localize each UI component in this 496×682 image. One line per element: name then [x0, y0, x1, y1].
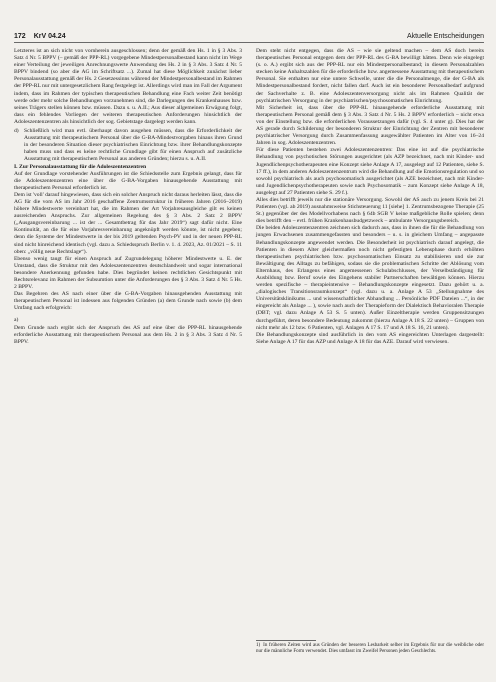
footnote-text: In früheren Zeiten wird aus Gründen der besseren Lesbarkeit selber im Ergebnis für nur die weibliche oder nur die männliche Form verwendet. Dies umfasst im Zweifel Personen jeden Geschlechts.	[256, 643, 484, 654]
paragraph: Das Begehren des AS nach einer über die G-BA-Vorgaben hinausgehenden Ausstattung mit therapeutischem Personal ist indessen aus folgenden Gründen (a) dem Grunde nach sowie (b) dem Umfang nach erfolgreich:	[14, 291, 242, 312]
paragraph: Schließlich wird man evtl. überhaupt davon ausgehen müssen, dass die Erforderlichkeit der Ausstattung mit therapeutischem Personal über die G-BA-Mindestvorgaben hinaus ihren Grund in der besonderen Situation dieser psychiatrischen Einrichtung bzw. ihrer Behandlungskonzepte haben muss und dass es keine rechtliche Grundlage gibt für einen Anspruch auf zusätzliche Ausstattung mit therapeutischem Personal aus anderen Gründen; hierzu s. u. A.II.	[24, 128, 242, 163]
paragraph: Die beiden Adoleszentenzentren zeichnen sich dadurch aus, dass in ihnen die für die Behandlung von jungen Erwachsenen zusammengefassten und besonders – u. s. in gleichem Umfang – angepasste Behandlungskonzepte angewendet werden. Die Besonderheit ist psychiatrisch darauf angelegt, die Patienten in diesem Alter gleichermaßen noch nicht gefestigten Lebensphase durch erhöhten therapeutischen psychiatrischen bzw. psychosomatischen Einsatz zu stabilisieren und sie zur Bewältigung des Alltags zu befähigen, sodass sie die problematischen Schritte der Ablösung vom Elternhaus, des Erlangens eines angemessenen Schulabschlusses, der Verselbständigung für Ausbildung bzw. Beruf sowie des Eingehens stabiler Partnerschaften bewältigen können. Hierzu werden spezifische – therapieintensive – Behandlungskonzepte eingesetzt. Dazu gehört u. a. „dialogisches Transitionsraumkonzept“ (vgl. dazu u. a. Anlage A 53 „Stellungnahme des Universitätsklinikums ... und wissenschaftlicher Abhandlung ... Persönliche PDF Dateien ...“, in der eingereicht als Anlage ... ), sowie nach auch der Therapieform der Dialektisch Behavioralen Therapie (DBT; vgl. dazu Anlage A 53 S. 5 unten). Außer Einzeltherapie werden Gruppensitzungen durchgeführt, deren besondere Bedeutung zukommt (hierzu Anlage A 18 S. 22 unten) – Gruppen von nicht mehr als 12 bzw. 6 Patienten, vgl. Anlagen A 17 S. 17 und A 18 S. 16, 21 unten).	[256, 225, 484, 331]
enum-item	[14, 128, 242, 163]
paragraph: Dem ist 'voll' darauf hingewiesen, dass sich ein solcher Anspruch nicht daraus herleiten lässt, dass die AG für die vom AS im Jahr 2016 geschaffene Zentrumsstruktur in früheren Jahren (2016–2019) höhere Mindestwerte vereinbart hat, die im Rahmen der Art Vorjahresausgleiche gilt es keinen ausreichenden Anspruchs. Zur allgemeinen Regelung des § 3 Abs. 2 Satz 2 BPPV („Ausgangsvereinbarung ... ist der ... Gesamtbetrag für das Jahr 2019“) sagt dafür nicht. Eine Kontinuität, an die für eine Vorjahresvereinbarung angeknüpft werden könnte, ist nicht gegeben; denn die Systeme der Mindestwerte in der bis 2019 geltenden Psych-PV und in der neuen PPP-RL sind nicht hinreichend identisch (vgl. dazu a. Schiedsspruch Berlin v. 1. 4. 2023, Az. 01/2021 – S. 11 oben: „völlig neue Rechtslage“).	[14, 191, 242, 255]
footnote	[256, 643, 484, 655]
paragraph: Letzteres ist an sich nicht von vornherein ausgeschlossen; denn der gemäß den Hs. 1 in § 3 Abs. 3 Satz 4 Nr. 5 BPPV (– gemäß der PPP-RL) vorgegebene Mindestpersonalbestand kann nicht im Wege einer Verteilung der jeweiligen Anrechnungswerte Anwendung des Hs. 2 in § 3 Abs. 3 Satz 4 Nr. 5 BPPV bindend (so aber die AG im Schriftsatz ...). Zumal hat diese Möglichkeit zunächst lieber Personalausstattung gemäß der Hs. 2 Gesetzessinns während der Mindestpersonalbestand im Rahmen der PPP-RL nur mit untergesetzlichem Rang festgelegt ist. Allerdings wird man im Fall der Argument indem, dass im Rahmen der typischen therapeutischen Behandlung eine Fach weiter Zeit benötigt werde oder mehr solche Behandlungen vorzunehmen sind, die Darlegungen des Krankenhauses bzw. seines Trägers stellen können bzw. müssen. Dazu s. u. A.II.; Aus dieser allgemeinen Erwägung folgt, dass ein fehlendes Vorliegen der weiteren therapeutischen Anforderungen hinsichtlich der Adoleszentenzentren als hinsichtlich der sog. Gebietstage dargelegt werden kann.	[14, 48, 242, 125]
paragraph: Mit Sicherheit ist, dass über die PPP-RL hinausgehende erforderliche Ausstattung mit therapeutischem Personal gemäß dem § 3 Abs. 3 Satz 4 Nr. 5 Hs. 2 BPPV erforderlich – nicht etwa von der Einstellung bzw. die erforderlichen Voraussetzungen dafür (vgl. S. 4 unter g). Dies hat der AS gerade durch Schilderung der besonderen Struktur der Einrichtung der Zentren mit besonderer psychiatrischer Versorgung durch Zusammenfassung ausgewählter Patienten im Alter von 16–24 Jahren in sog. Adoleszentenzentren.	[256, 104, 484, 147]
paragraph: Für diese Patienten bestehen zwei Adoleszentenzentren: Das eine ist auf die psychiatrische Behandlung von psychotischen Störungen ausgerichtet (als AZP bezeichnet, nach mit Kinder- und Jugendlichenpsychotherapeuten eine Konzept siehe Anlage A 17, ausgelegt auf 12 Patienten, siehe S. 17 ff.), in dem anderen Adoleszentenzentrum wird die Behandlung auf die Emotionsregulation und so sowohl psychiatrisch als auch psychosomatisch ausgerichtet (als AZE bezeichnet, nach mit Kinder- und Jugendlichenpsychotherapeuten sowie nach Psychosomatik – zum Konzept siehe Anlage A 18, ausgelegt auf 27 Patienten siehe S. 29 f.).	[256, 147, 484, 196]
footnote-marker: 1)	[256, 643, 261, 648]
paragraph: Ebenso wenig taugt für einen Anspruch auf Zugrundelegung höherer Mindestwerte u. E. der Umstand, dass die Struktur mit den Adoleszentenzentren deutschlandweit und sogar international besondere Anerkennung gefunden habe. Dies begründet keinen rechtlichen Gesichtspunkt mit Rechtsrelevanz im Rahmen der Subsumtion unter die Anforderungen des § 3 Abs. 3 Satz 4 Nr. 5 Hs. 2 BPPV.	[14, 255, 242, 291]
paragraph: Dem steht nicht entgegen, dass die AS – wie sie geltend machen – dem AS doch bereits therapeutisches Personal entgegen dem der PPP-RL des G-BA bewilligt hätten. Denn wie eingelegt (s. o. A.) ergibt sich aus der PPP-RL nur ein Mindestpersonalbestand; in diesem Personalzahlen stecken keine Anhaltszahlen für die erforderliche bzw. angemessene Ausstattung mit therapeutischem Personal. Sie enthalten nur eine untere Schwelle, unter die die Personalmenge, die der G-BA als Mindestpersonalbestand fordert, nicht fallen darf. Auch ist ein besonderer Personalbedarf aufgrund der Sachverhalte z. B. eine Adoleszentenversorgung nicht als im Rahmen Qualität der psychiatrischen Versorgung in der psychiatrischen/psychosomatischen Einrichtung.	[256, 48, 484, 104]
enum-marker: a)	[14, 317, 19, 324]
section-title: Aktuelle Entscheidungen	[406, 32, 484, 40]
paragraph: Auf der Grundlage vorstehender Ausführungen ist die Schiedsstelle zum Ergebnis gelangt, dass für die Adoleszentenzentren eine über die G-BA-Vorgaben hinausgehende Ausstattung mit therapeutischem Personal erforderlich ist.	[14, 170, 242, 191]
right-column	[256, 48, 484, 346]
paragraph: Die Behandlungskonzepte sind ausführlich in den vom AS eingereichten Unterlagen dargestellt: Siehe Anlage A 17 für das AZP und Anlage A 18 für das AZE. Darauf wird verwiesen.	[256, 331, 484, 345]
paragraph: Alles dies betrifft jeweils nur die stationäre Versorgung. Sowohl der AS auch zu jenem Kreis bei 21 Patienten (vgl. ab 2019) ausnahmsweise Stichsteuerung 11 [siehe] 1. Zentrumsbezogene Therapie (25 St.) gegenüber der des Modellvorhabens nach § 64b SGB V keine maßgebliche Rolle spielen; denn dies betrifft den – evtl. frühen Krankenhausbudgetzweck – ambulante Versorgungsbereich.	[256, 196, 484, 225]
left-column	[14, 48, 242, 346]
page-number: 172	[14, 32, 26, 40]
page-header	[14, 30, 484, 42]
header-rule	[14, 42, 484, 43]
journal-name: KrV 04.24	[33, 32, 66, 40]
enum-marker: d)	[14, 128, 19, 135]
footnote-rule	[256, 640, 316, 641]
subsection-heading: I. Zur Personalausstattung für die Adoleszentenzentren	[14, 163, 147, 170]
paragraph: Dem Grunde nach ergibt sich der Anspruch des AS auf eine über die PPP-RL hinausgehende erforderliche Ausstattung mit therapeutischem Personal aus dem Hs. 2 in § 3 Abs. 3 Satz 4 Nr. 5 BPPV.	[14, 324, 242, 345]
